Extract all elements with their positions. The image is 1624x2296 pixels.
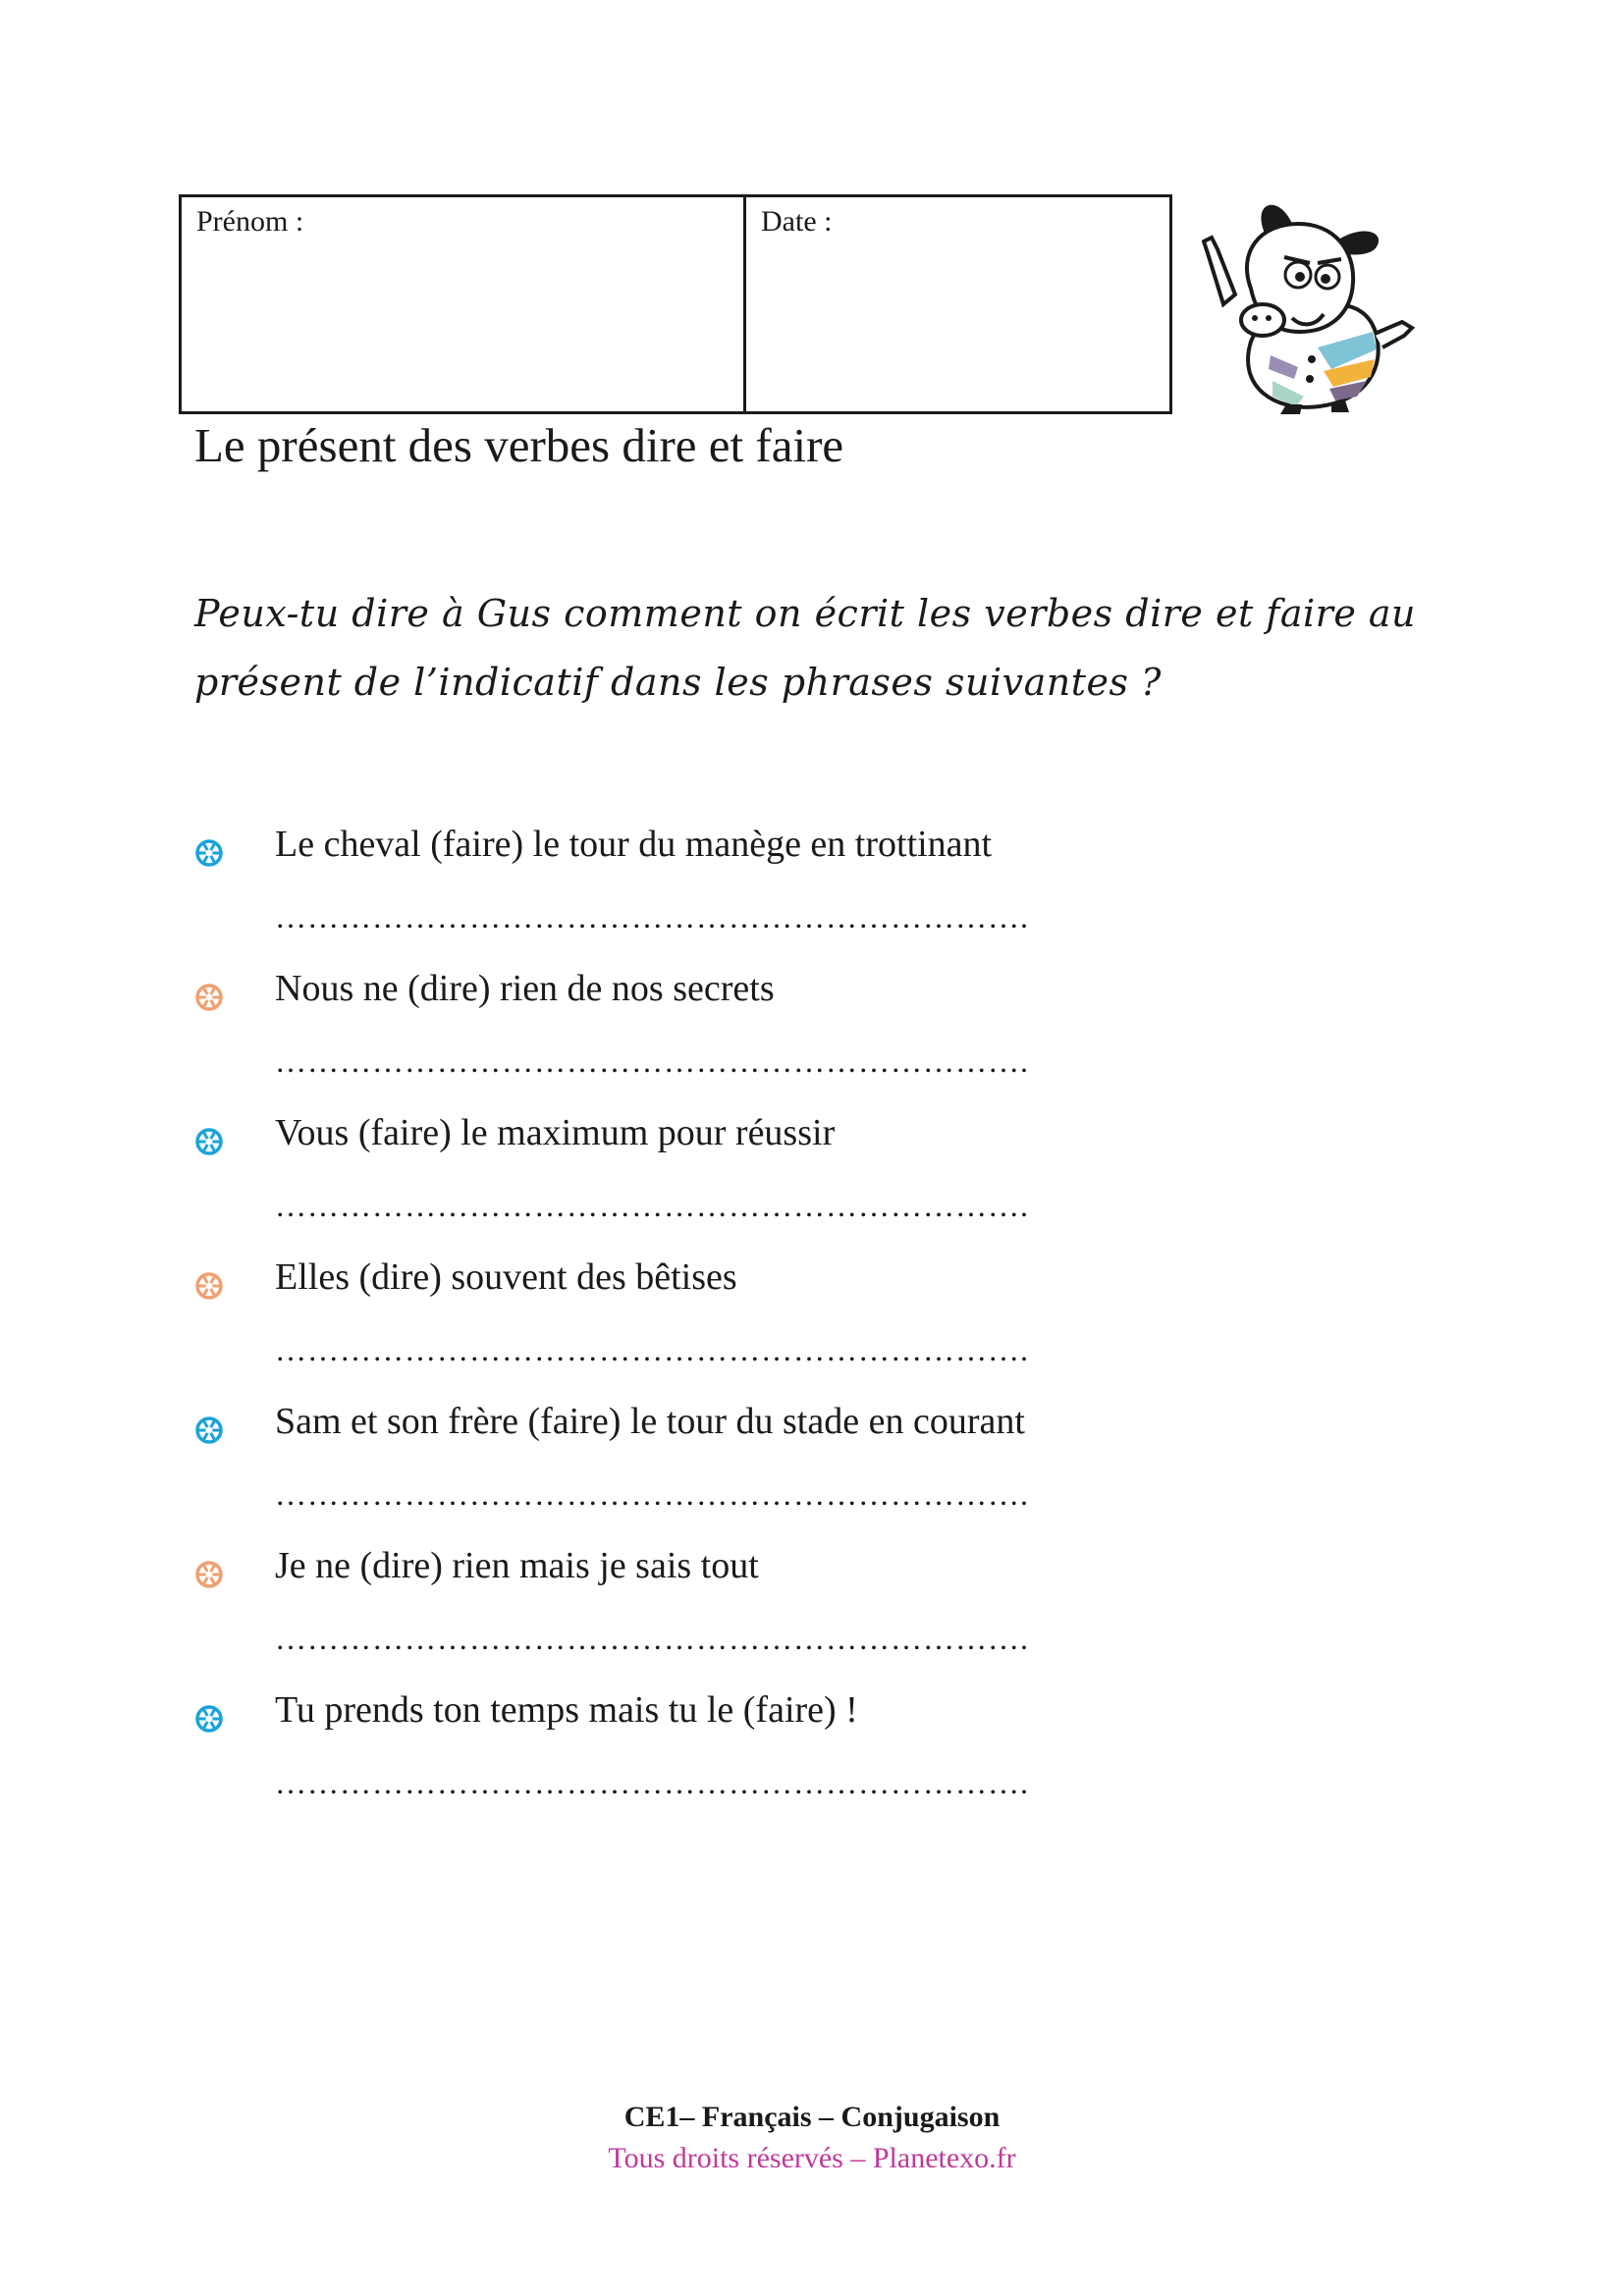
- answer-line[interactable]: …………………………………………………………….: [275, 1332, 1029, 1367]
- exercise-item: [194, 823, 1294, 967]
- exercise-sentence: Vous (faire) le maximum pour réussir: [275, 1112, 836, 1153]
- exercise-sentence: Nous ne (dire) rien de nos secrets: [275, 968, 775, 1009]
- exercise-item: [194, 1688, 1294, 1833]
- flower-bullet-icon: [194, 1560, 224, 1589]
- flower-bullet-icon: [194, 1127, 224, 1156]
- footer-copyright: Tous droits réservés – Planetexo.fr: [608, 2142, 1016, 2174]
- exercise-item: [194, 1544, 1294, 1688]
- answer-line[interactable]: …………………………………………………………….: [275, 1476, 1029, 1512]
- flower-bullet-icon: [194, 1415, 224, 1445]
- answer-line[interactable]: …………………………………………………………….: [275, 1188, 1029, 1223]
- flower-bullet-icon: [194, 983, 224, 1012]
- answer-line[interactable]: …………………………………………………………….: [275, 899, 1029, 934]
- exercise-item: [194, 1111, 1294, 1255]
- answer-line[interactable]: …………………………………………………………….: [275, 1765, 1029, 1800]
- prenom-field[interactable]: [182, 197, 746, 411]
- instruction-text: Peux-tu dire à Gus comment on écrit les verbes dire et faire au présent de l’indicatif dans les phrases suivantes ?: [194, 592, 1417, 704]
- exercise-sentence: Le cheval (faire) le tour du manège en trottinant: [275, 824, 993, 865]
- sheep-mascot-icon: [1202, 194, 1420, 416]
- date-field[interactable]: [746, 197, 1169, 411]
- answer-line[interactable]: …………………………………………………………….: [275, 1621, 1029, 1656]
- exercise-item: [194, 1255, 1294, 1400]
- prenom-label: Prénom :: [196, 205, 304, 238]
- answer-line[interactable]: …………………………………………………………….: [275, 1043, 1029, 1079]
- exercise-list: [194, 823, 1294, 1833]
- flower-bullet-icon: [194, 1704, 224, 1734]
- exercise-item: [194, 1400, 1294, 1544]
- flower-bullet-icon: [194, 1271, 224, 1301]
- exercise-sentence: Tu prends ton temps mais tu le (faire) !: [275, 1689, 858, 1731]
- flower-bullet-icon: [194, 838, 224, 868]
- worksheet-title: Le présent des verbes dire et faire: [194, 418, 844, 472]
- exercise-item: [194, 967, 1294, 1111]
- student-info-box: [179, 194, 1172, 414]
- exercise-sentence: Je ne (dire) rien mais je sais tout: [275, 1545, 759, 1586]
- date-label: Date :: [761, 205, 833, 238]
- footer-title: CE1– Français – Conjugaison: [623, 2101, 1001, 2133]
- exercise-sentence: Sam et son frère (faire) le tour du stade en courant: [275, 1401, 1025, 1442]
- exercise-sentence: Elles (dire) souvent des bêtises: [275, 1256, 737, 1298]
